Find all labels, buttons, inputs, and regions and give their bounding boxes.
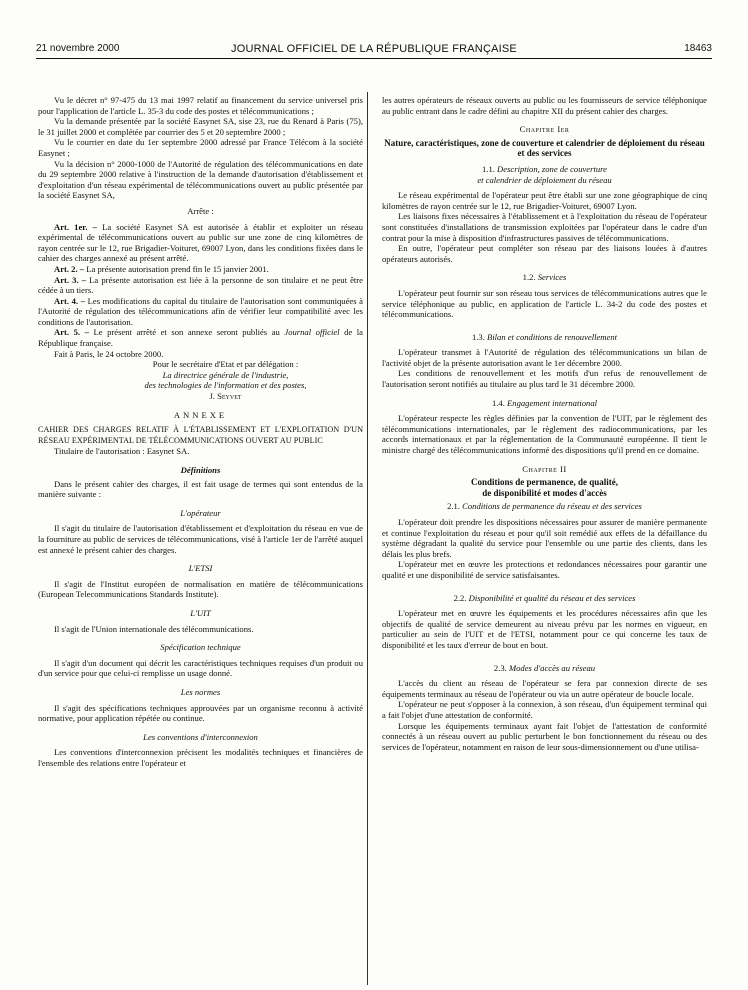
header-title: JOURNAL OFFICIEL DE LA RÉPUBLIQUE FRANÇAISE bbox=[231, 43, 517, 55]
subsection-heading bbox=[382, 332, 707, 343]
page-number: 18463 bbox=[684, 43, 712, 54]
subsection-number: 1.2. bbox=[522, 272, 536, 283]
subsection-title: Conditions de permanence du réseau et des services bbox=[462, 501, 642, 512]
article-text: La présente autorisation est liée à la personne de son titulaire et ne peut être cédée à un tiers. bbox=[38, 274, 363, 296]
visa-paragraph: Vu la demande présentée par la société Easynet SA, sise 23, rue du Renard à Paris (75), le 31 juillet 2000 et complétée par courrier des 5 et 20 septembre 2000 ; bbox=[38, 116, 363, 137]
subsection-title: et calendrier de déploiement du réseau bbox=[477, 174, 612, 185]
signature-line: des technologies de l'information et des postes, bbox=[144, 380, 307, 391]
body-paragraph: L'opérateur respecte les règles définies par la convention de l'UIT, par le règlement des télécommunications internationales, par le règlement des radiocommunications, par les accords internationaux et par la réglementation de la Communauté européenne. Il tient le ministre chargé des télécommunications informé des dispositions qu'il prend en ce domaine. bbox=[382, 413, 707, 456]
chapter-heading: Chapitre Ier bbox=[519, 124, 570, 135]
subsection-heading bbox=[382, 663, 707, 674]
subsection-number: 1.4. bbox=[491, 397, 505, 408]
cahier-title: CAHIER DES CHARGES RELATIF À L'ÉTABLISSEMENT ET L'EXPLOITATION D'UN RÉSEAU EXPÉRIMENTAL DE TÉLÉCOMMUNICATIONS OUVERT AU PUBLIC bbox=[38, 425, 363, 445]
body-paragraph: Lorsque les équipements terminaux ayant fait l'objet de l'attestation de conformité connectés à un réseau ouvert au public perturbent le bon fonctionnement du réseau ou des services de l'opérateur, notamment en raison de leur sous-dimensionnement ou d'une utilisa- bbox=[382, 720, 707, 752]
left-column bbox=[38, 95, 363, 768]
body-paragraph: L'accès du client au réseau de l'opérateur se fera par connexion directe de ses équipements terminaux au réseau de l'opérateur ou via un autre opérateur de boucle locale. bbox=[382, 678, 707, 699]
body-paragraph: L'opérateur transmet à l'Autorité de régulation des télécommunications un bilan de l'activité objet de la présente autorisation avant le 1er décembre 2000. bbox=[382, 347, 707, 368]
continued-paragraph: les autres opérateurs de réseaux ouverts au public ou les fournisseurs de service téléphonique au public entrant dans le cadre défini au chapitre XII du présent cahier des charges. bbox=[382, 95, 707, 116]
term-heading: L'UIT bbox=[190, 607, 211, 618]
header-rule bbox=[36, 58, 712, 59]
fait-line: Fait à Paris, le 24 octobre 2000. bbox=[54, 348, 164, 359]
article-text: de la République française. bbox=[38, 327, 363, 349]
article-text: La société Easynet SA est autorisée à établir et exploiter un réseau expérimental de télécommunications ouvert au public sur une zone de cinq kilomètres de rayon centrée sur le 12, rue Brigadier-Voituret, 69007 Lyon, dans les conditions fixées dans le cahier des charges annexé au présent arrêté. bbox=[38, 221, 363, 264]
chapter-heading: Chapitre II bbox=[522, 463, 567, 474]
definition-text: Il s'agit de l'Union internationale des télécommunications. bbox=[54, 623, 254, 634]
section-heading: Définitions bbox=[180, 465, 221, 475]
term-heading: L'ETSI bbox=[188, 563, 213, 574]
definition-text: Dans le présent cahier des charges, il est fait usage de termes qui sont entendus de la manière suivante : bbox=[38, 478, 363, 500]
article-1 bbox=[38, 222, 363, 264]
subsection-number: 2.2. bbox=[453, 592, 467, 603]
subsection-heading bbox=[382, 501, 707, 512]
article-label: Art. 2. – bbox=[54, 263, 85, 274]
chapter-title-line: Conditions de permanence, de qualité, bbox=[470, 477, 618, 488]
chapter-title bbox=[382, 477, 707, 498]
subsection-heading bbox=[382, 593, 707, 604]
term-heading: Les conventions d'interconnexion bbox=[143, 731, 258, 742]
signatory-name: J. Seyvet bbox=[209, 391, 242, 402]
journal-name: Journal officiel bbox=[284, 327, 340, 338]
subsection-title: Bilan et conditions de renouvellement bbox=[487, 331, 618, 342]
subsection-title: Description, zone de couverture bbox=[497, 163, 607, 174]
article-label: Art. 4. – bbox=[54, 295, 85, 306]
article-5 bbox=[38, 327, 363, 348]
subsection-title: Services bbox=[537, 272, 567, 283]
article-label: Art. 5. – bbox=[54, 327, 89, 338]
annexe-heading: ANNEXE bbox=[173, 409, 228, 420]
body-paragraph: Les liaisons fixes nécessaires à l'établissement et à l'exploitation du réseau de l'opérateur sont constituées d'installations de transmission exploitées par l'opérateur dans le cadre d'un contrat pour la mise à disposition d'infrastructures passives de télécommunications. bbox=[382, 211, 707, 243]
chapter-title-line: de disponibilité et modes d'accès bbox=[482, 487, 607, 498]
body-paragraph: Les conditions de renouvellement et les motifs d'un refus de renouvellement de l'autorisation seront notifiés au titulaire au plus tard le 31 décembre 2000. bbox=[382, 368, 707, 390]
signature-line: La directrice générale de l'industrie, bbox=[162, 369, 289, 380]
article-4 bbox=[38, 296, 363, 328]
subsection-heading bbox=[382, 272, 707, 283]
subsection-number: 2.3. bbox=[493, 662, 507, 673]
body-paragraph: L'opérateur peut fournir sur son réseau tous services de télécommunications autres que le service téléphonique au public, en application de l'article L. 34-2 du code des postes et télécommunications. bbox=[382, 287, 707, 320]
header-date: 21 novembre 2000 bbox=[36, 43, 120, 54]
body-paragraph: En outre, l'opérateur peut compléter son réseau par des liaisons louées à d'autres opérateurs autorisés. bbox=[382, 243, 707, 264]
definition-text: Les conventions d'interconnexion précisent les modalités techniques et financières de l'ensemble des relations entre l'opérateur et bbox=[38, 747, 363, 768]
body-paragraph: L'opérateur met en œuvre les protections et redondances nécessaires pour garantir une qualité et une disponibilité de service satisfaisantes. bbox=[382, 559, 707, 580]
term-heading: L'opérateur bbox=[180, 507, 221, 518]
body-paragraph: L'opérateur ne peut s'opposer à la connexion, à son réseau, d'un équipement terminal qui a fait l'objet d'une attestation de conformité. bbox=[382, 699, 707, 720]
article-2 bbox=[38, 264, 363, 275]
chapter-title: Nature, caractéristiques, zone de couverture et calendrier de déploiement du réseau et des services bbox=[384, 137, 705, 159]
visa-paragraph: Vu le courrier en date du 1er septembre 2000 adressé par France Télécom à la société Easynet ; bbox=[38, 137, 363, 158]
right-column bbox=[382, 95, 707, 752]
definition-text: Il s'agit de l'Institut européen de normalisation en matière de télécommunications (European Telecommunications Standards Institute). bbox=[38, 578, 363, 600]
definition-text: Il s'agit du titulaire de l'autorisation d'établissement et d'exploitation du réseau en vue de la fourniture au public de services de télécommunications, visé à l'article 1er de l'arrêté auquel est annexé le présent cahier des charges. bbox=[38, 523, 363, 555]
signature-line: Pour le secrétaire d'Etat et par délégation : bbox=[152, 359, 299, 370]
titulaire-line: Titulaire de l'autorisation : Easynet SA. bbox=[54, 446, 190, 457]
article-3 bbox=[38, 275, 363, 296]
article-label: Art. 3. – bbox=[54, 274, 87, 285]
body-paragraph: L'opérateur met en œuvre les équipements et les procédures nécessaires afin que les objectifs de qualité de service demeurent au niveau prévu par les normes en vigueur, en particulier au sein de l'UIT et de l'ETSI, notamment pour ce qui concerne les taux de disponibilité et les taux d'erreur de bout en bout. bbox=[382, 608, 707, 650]
page-header bbox=[36, 43, 712, 59]
article-label: Art. 1er. – bbox=[54, 221, 97, 232]
definition-text: Il s'agit des spécifications techniques approuvées par un organisme reconnu à activité normative, pour application répétée ou continue. bbox=[38, 702, 363, 724]
subsection-number: 2.1. bbox=[447, 501, 460, 512]
subsection-title: Engagement international bbox=[507, 397, 598, 408]
subsection-heading bbox=[382, 398, 707, 409]
subsection-number: 1.1. bbox=[482, 163, 495, 174]
article-text: La présente autorisation prend fin le 15 janvier 2001. bbox=[86, 263, 269, 274]
column-divider bbox=[367, 92, 368, 985]
body-paragraph: L'opérateur doit prendre les dispositions nécessaires pour assurer de manière permanente et continue l'exploitation du réseau et pour qu'il soit remédié aux effets de la défaillance du système dégradant la qualité du service pour l'ensemble ou une partie des clients, dans les délais les plus brefs. bbox=[382, 517, 707, 559]
subsection-title: Disponibilité et qualité du réseau et des services bbox=[468, 592, 636, 603]
subsection-number: 1.3. bbox=[471, 331, 485, 342]
subsection-heading bbox=[382, 164, 707, 185]
article-text: Les modifications du capital du titulaire de l'autorisation sont communiquées à l'Autorité de régulation des télécommunications afin de vérifier leur compatibilité avec les conditions de l'autorisation. bbox=[38, 295, 363, 327]
visa-paragraph: Vu la décision n° 2000-1000 de l'Autorité de régulation des télécommunications en date du 29 septembre 2000 relative à l'instruction de la demande d'autorisation d'établissement et d'exploitation d'un réseau expérimental de télécommunications ouvert au public présentée par la société Easynet SA, bbox=[38, 158, 363, 201]
body-paragraph: Le réseau expérimental de l'opérateur peut être établi sur une zone géographique de cinq kilomètres de rayon centrée sur le 12, rue Brigadier-Voituret, 69007 Lyon. bbox=[382, 190, 707, 211]
definition-text: Il s'agit d'un document qui décrit les caractéristiques techniques requises d'un produit ou d'un service pour que celui-ci remplisse un usage donné. bbox=[38, 657, 363, 679]
term-heading: Les normes bbox=[180, 686, 221, 697]
article-text: Le présent arrêté et son annexe seront publiés au bbox=[93, 327, 280, 338]
arrete-heading: Arrête : bbox=[187, 205, 214, 216]
term-heading: Spécification technique bbox=[160, 642, 241, 653]
visa-paragraph: Vu le décret n° 97-475 du 13 mai 1997 relatif au financement du service universel pris pour l'application de l'article L. 35-3 du code des postes et télécommunications ; bbox=[38, 95, 363, 116]
subsection-title: Modes d'accès au réseau bbox=[508, 662, 596, 673]
